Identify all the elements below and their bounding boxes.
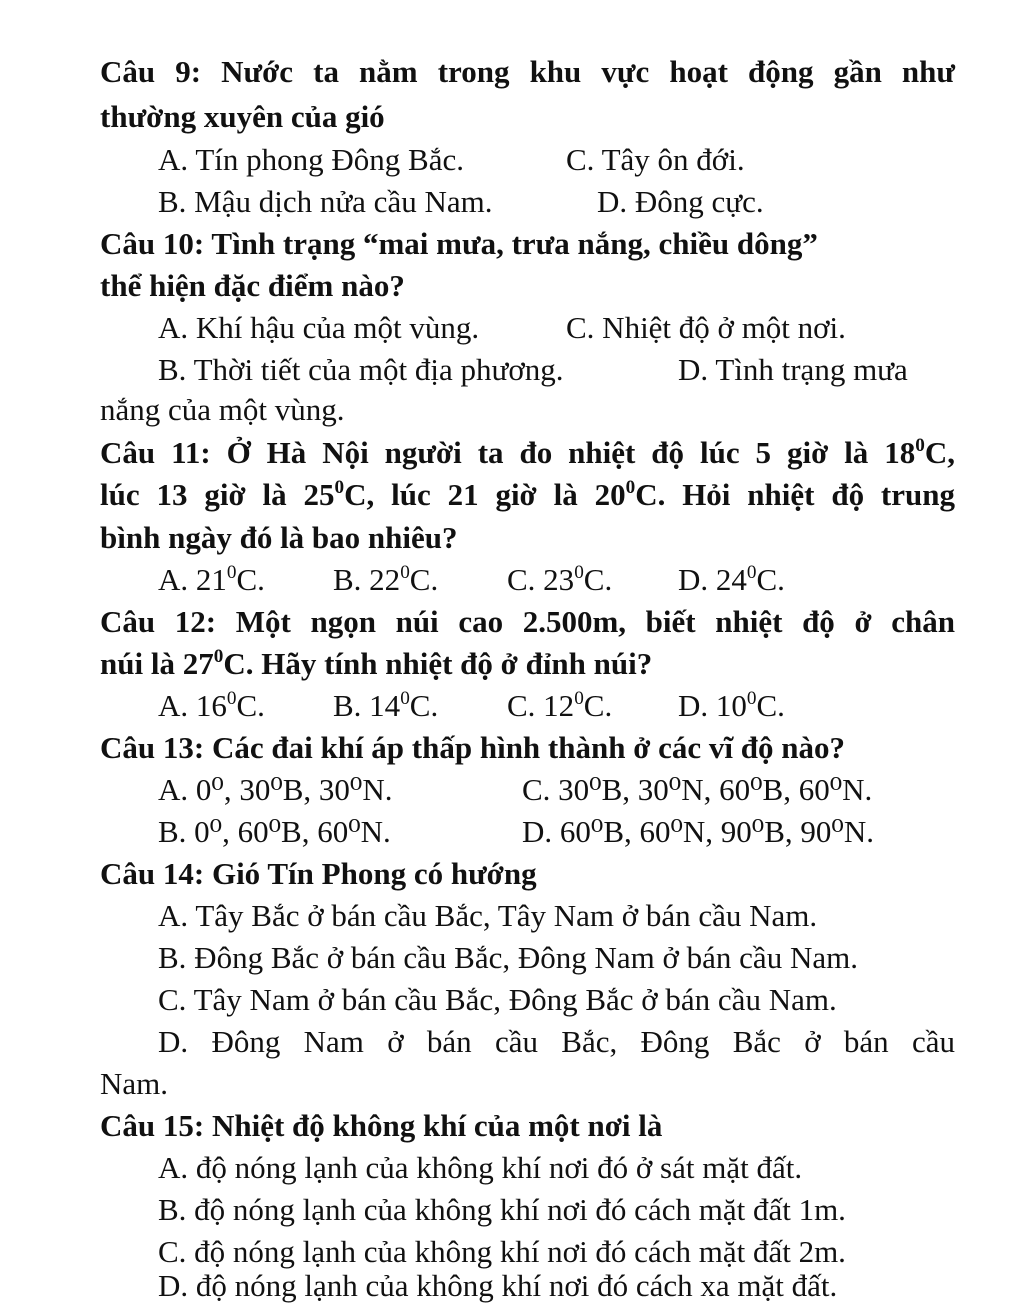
q10-option-d-line1: D. Tình trạng mưa [678, 352, 908, 387]
degree-sup: 0 [625, 477, 636, 499]
q9-option-d: D. Đông cực. [597, 184, 764, 219]
q15-option-c: C. độ nóng lạnh của không khí nơi đó cách mặt đất 2m. [158, 1234, 846, 1269]
q14-stem: Câu 14: Gió Tín Phong có hướng [100, 856, 537, 891]
q14-option-d-line2: Nam. [100, 1066, 169, 1101]
q11-option-b: B. $22^0C$. [333, 562, 439, 597]
q15-option-b: B. độ nóng lạnh của không khí nơi đó cách mặt đất 1m. [158, 1192, 846, 1227]
q9-stem-line2: thường xuyên của gió [100, 99, 385, 134]
q12-stem-line1: Câu 12: Một ngọn núi cao 2.500m, biết nhiệt độ ở chân [100, 604, 955, 639]
q9-stem-line1: Câu 9: Nước ta nằm trong khu vực hoạt động gần như [100, 54, 955, 89]
q11-option-a: A. $21^0C$. [158, 562, 265, 597]
q12-option-c: C. $12^0C$. [507, 688, 613, 723]
q11-l1-text: Câu 11: Ở Hà Nội người ta đo nhiệt độ lúc 5 giờ là 18 [100, 435, 916, 470]
q10-option-a: A. Khí hậu của một vùng. [158, 310, 480, 345]
q10-stem-line1: Câu 10: Tình trạng “mai mưa, trưa nắng, chiều dông” [100, 226, 818, 261]
q9-option-c: C. Tây ôn đới. [566, 142, 745, 177]
q11-option-c: C. $23^0C$. [507, 562, 613, 597]
q14-option-c: C. Tây Nam ở bán cầu Bắc, Đông Bắc ở bán cầu Nam. [158, 982, 837, 1017]
q9-option-a: A. Tín phong Đông Bắc. [158, 142, 464, 177]
q12-stem-line2: núi là $27^0C$. Hãy tính nhiệt độ ở đỉnh núi? [100, 646, 653, 681]
degree-sup: 0 [915, 435, 925, 457]
q11-l2-text-c: C. Hỏi nhiệt độ trung [635, 477, 955, 512]
q10-stem-line2: thể hiện đặc điểm nào? [100, 268, 405, 303]
q13-option-a: A. 0⁰, 30⁰B, 30⁰N. [158, 772, 393, 807]
q15-option-d: D. độ nóng lạnh của không khí nơi đó cách xa mặt đất. [158, 1268, 838, 1303]
q10-option-b: B. Thời tiết của một địa phương. [158, 352, 564, 387]
q13-option-d: D. 60⁰B, 60⁰N, 90⁰B, 90⁰N. [522, 814, 874, 849]
q11-stem-line3: bình ngày đó là bao nhiêu? [100, 520, 458, 555]
q15-option-a: A. độ nóng lạnh của không khí nơi đó ở sát mặt đất. [158, 1150, 803, 1185]
q15-stem: Câu 15: Nhiệt độ không khí của một nơi là [100, 1108, 663, 1143]
q14-option-a: A. Tây Bắc ở bán cầu Bắc, Tây Nam ở bán cầu Nam. [158, 898, 818, 933]
degree-sup: 0 [334, 477, 345, 499]
q11-option-d: D. $24^0C$. [678, 562, 785, 597]
q11-stem-line1 [100, 433, 955, 473]
q12-option-a: A. $16^0C$. [158, 688, 265, 723]
q12-option-d: D. $10^0C$. [678, 688, 785, 723]
q12-option-b: B. $14^0C$. [333, 688, 439, 723]
q10-option-d-line2: nắng của một vùng. [100, 392, 345, 427]
q11-stem-line2 [100, 475, 955, 515]
q13-option-c: C. 30⁰B, 30⁰N, 60⁰B, 60⁰N. [522, 772, 873, 807]
degree-sup: 0 [213, 646, 224, 668]
q14-option-b: B. Đông Bắc ở bán cầu Bắc, Đông Nam ở bán cầu Nam. [158, 940, 858, 975]
q11-l2-text-b: C, lúc 21 giờ là 20 [344, 477, 626, 512]
q11-l2-text-a: lúc 13 giờ là 25 [100, 477, 335, 512]
q10-option-c: C. Nhiệt độ ở một nơi. [566, 310, 846, 345]
q13-stem: Câu 13: Các đai khí áp thấp hình thành ở các vĩ độ nào? [100, 730, 845, 765]
q13-option-b: B. 0⁰, 60⁰B, 60⁰N. [158, 814, 391, 849]
q11-l1-unit: C, [924, 435, 955, 470]
q9-option-b: B. Mậu dịch nửa cầu Nam. [158, 184, 493, 219]
q14-option-d-line1: D. Đông Nam ở bán cầu Bắc, Đông Bắc ở bán cầu [158, 1024, 955, 1059]
